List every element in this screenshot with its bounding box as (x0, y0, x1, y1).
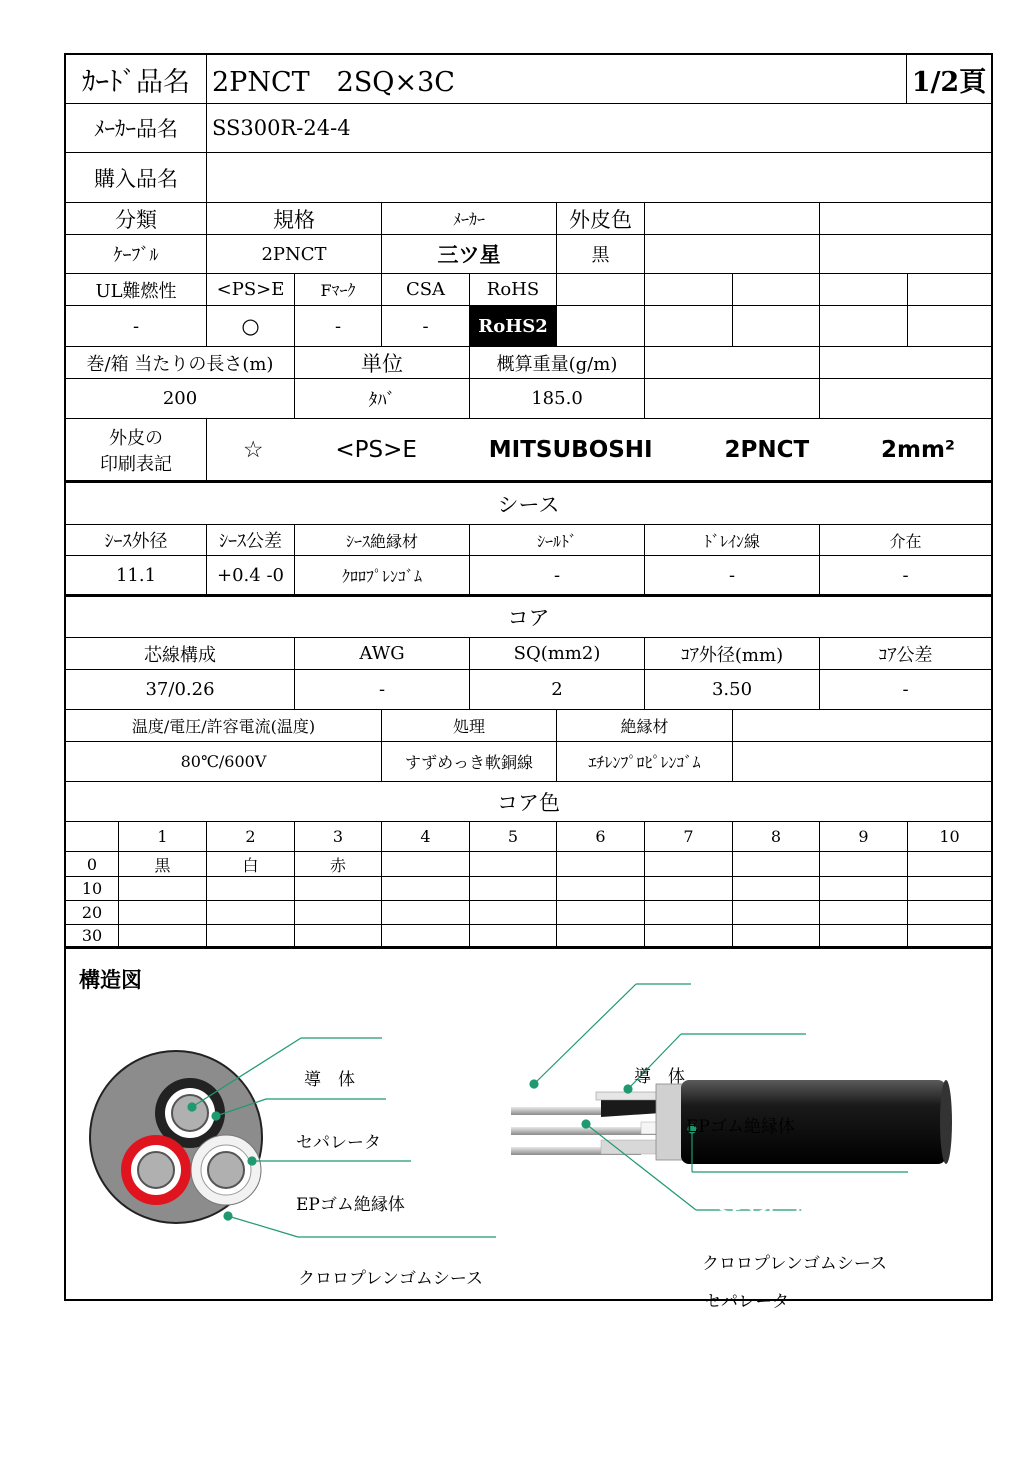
spec-blank-4 (820, 235, 991, 274)
cert-blank-3 (733, 274, 820, 306)
cert-blank-6 (557, 306, 645, 347)
fmark-value: - (295, 306, 382, 347)
filler-value: - (820, 556, 991, 597)
color-cell (557, 852, 645, 877)
color-column-header: 1 (119, 822, 207, 852)
cross-separator-label: セパレータ (296, 1133, 381, 1153)
cert-blank-8 (733, 306, 820, 347)
color-row-label: 20 (66, 901, 119, 925)
color-cell (820, 877, 908, 901)
treatment-value: すずめっき軟銅線 (382, 742, 557, 782)
jacket-color-label: 外皮色 (557, 203, 645, 235)
color-cell: 黒 (119, 852, 207, 877)
color-cell (733, 877, 820, 901)
color-cell (557, 925, 645, 949)
csa-value: - (382, 306, 470, 347)
color-cell (470, 925, 557, 949)
color-cell (382, 901, 470, 925)
purchase-name-value (207, 153, 991, 203)
color-cell (733, 901, 820, 925)
color-column-header: 9 (820, 822, 908, 852)
color-row-label: 0 (66, 852, 119, 877)
color-cell (820, 852, 908, 877)
printing-type: 2PNCT (724, 436, 810, 463)
maker-label: ﾒｰｶｰ (382, 203, 557, 235)
core-section-title: コア (66, 597, 991, 638)
color-column-header: 5 (470, 822, 557, 852)
color-cell (470, 852, 557, 877)
core-blank-2 (733, 742, 991, 782)
standard-value: 2PNCT (207, 235, 382, 274)
color-cell (207, 901, 295, 925)
color-cell (645, 852, 733, 877)
structure-diagram (66, 952, 991, 1312)
color-cell (908, 901, 991, 925)
color-cell: 白 (207, 852, 295, 877)
sheath-tol-label: ｼｰｽ公差 (207, 525, 295, 556)
side-separator-label: セパレータ (704, 1292, 789, 1312)
core-color-title: コア色 (66, 782, 991, 822)
printing-marking (207, 419, 991, 483)
cross-insulation-label: EPゴム絶縁体 (296, 1195, 405, 1215)
diagram-drawing (66, 952, 991, 1300)
pse-label: <PS>E (207, 274, 295, 306)
color-grid-corner (66, 822, 119, 852)
color-cell (820, 901, 908, 925)
weight-label: 概算重量(g/m) (470, 347, 645, 379)
insulation-label: 絶縁材 (557, 710, 733, 742)
fmark-label: Fﾏｰｸ (295, 274, 382, 306)
cross-sheath-label: クロロプレンゴムシース (298, 1269, 484, 1289)
color-cell (470, 877, 557, 901)
card-name-label: ｶｰﾄﾞ品名 (66, 55, 207, 104)
insulation-value: ｴﾁﾚﾝﾌﾟﾛﾋﾟﾚﾝｺﾞﾑ (557, 742, 733, 782)
color-column-header: 2 (207, 822, 295, 852)
jacket-color-value: 黒 (557, 235, 645, 274)
color-cell (382, 925, 470, 949)
filler-label: 介在 (820, 525, 991, 556)
color-column-header: 6 (557, 822, 645, 852)
color-cell (733, 925, 820, 949)
color-column-header: 10 (908, 822, 991, 852)
sheath-od-label: ｼｰｽ外径 (66, 525, 207, 556)
color-cell (557, 877, 645, 901)
color-cell (119, 901, 207, 925)
awg-label: AWG (295, 638, 470, 670)
sheath-material-label: ｼｰｽ絶縁材 (295, 525, 470, 556)
color-cell (645, 901, 733, 925)
sq-value: 2 (470, 670, 645, 710)
spec-blank-2 (820, 203, 991, 235)
ul-label: UL難燃性 (66, 274, 207, 306)
color-row-label: 30 (66, 925, 119, 949)
color-cell (733, 852, 820, 877)
card-name-value: 2PNCT 2SQ×3C (207, 55, 907, 104)
color-cell (645, 925, 733, 949)
maker-value: 三ツ星 (382, 235, 557, 274)
spec-blank-3 (645, 235, 820, 274)
pse-value: ○ (207, 306, 295, 347)
side-conductor-label: 導 体 (634, 1067, 685, 1087)
color-column-header: 4 (382, 822, 470, 852)
color-cell (470, 901, 557, 925)
side-sheath-label: クロロプレンゴムシース (702, 1254, 888, 1274)
color-cell (295, 901, 382, 925)
ul-value: - (66, 306, 207, 347)
star-mark-icon: ☆ (242, 436, 264, 463)
maker-part-value: SS300R-24-4 (207, 104, 991, 153)
maker-part-label: ﾒｰｶｰ品名 (66, 104, 207, 153)
color-cell (820, 925, 908, 949)
core-od-value: 3.50 (645, 670, 820, 710)
shield-label: ｼｰﾙﾄﾞ (470, 525, 645, 556)
standard-label: 規格 (207, 203, 382, 235)
shield-value: - (470, 556, 645, 597)
printing-size: 2mm² (881, 436, 956, 463)
cable-print-text: <PS>E MITSUBOSHI (718, 1199, 909, 1218)
unit-label: 単位 (295, 347, 470, 379)
core-tol-value: - (820, 670, 991, 710)
core-tol-label: ｺｱ公差 (820, 638, 991, 670)
cert-blank-9 (820, 306, 908, 347)
spec-blank-1 (645, 203, 820, 235)
weight-value: 185.0 (470, 379, 645, 419)
page-number: 1/2頁 (907, 55, 991, 104)
cert-blank-2 (645, 274, 733, 306)
printing-maker: MITSUBOSHI (488, 436, 653, 463)
sheath-tol-value: +0.4 -0 (207, 556, 295, 597)
color-cell (119, 877, 207, 901)
color-cell (908, 877, 991, 901)
cross-conductor-label: 導 体 (304, 1070, 355, 1090)
cert-blank-4 (820, 274, 908, 306)
pack-blank-3 (645, 379, 820, 419)
color-cell: 赤 (295, 852, 382, 877)
category-label: 分類 (66, 203, 207, 235)
drain-label: ﾄﾞﾚｲﾝ線 (645, 525, 820, 556)
sq-label: SQ(mm2) (470, 638, 645, 670)
color-cell (119, 925, 207, 949)
color-column-header: 7 (645, 822, 733, 852)
printing-pse: <PS>E (335, 436, 417, 463)
strand-label: 芯線構成 (66, 638, 295, 670)
sheath-od-value: 11.1 (66, 556, 207, 597)
color-cell (295, 877, 382, 901)
pack-blank-2 (820, 347, 991, 379)
length-label: 巻/箱 当たりの長さ(m) (66, 347, 295, 379)
side-insulation-label: EPゴム絶縁体 (686, 1117, 795, 1137)
printing-label-line2: 印刷表記 (100, 453, 172, 475)
color-cell (557, 901, 645, 925)
color-column-header: 3 (295, 822, 382, 852)
color-cell (382, 852, 470, 877)
rating-value: 80℃/600V (66, 742, 382, 782)
color-cell (207, 925, 295, 949)
sheath-material-value: ｸﾛﾛﾌﾟﾚﾝｺﾞﾑ (295, 556, 470, 597)
cert-blank-5 (908, 274, 991, 306)
spec-card (64, 53, 993, 1312)
cert-blank-1 (557, 274, 645, 306)
printing-label (66, 419, 207, 483)
cert-blank-10 (908, 306, 991, 347)
pack-blank-1 (645, 347, 820, 379)
rohs-label: RoHS (470, 274, 557, 306)
csa-label: CSA (382, 274, 470, 306)
drain-value: - (645, 556, 820, 597)
awg-value: - (295, 670, 470, 710)
strand-value: 37/0.26 (66, 670, 295, 710)
printing-label-line1: 外皮の (109, 427, 163, 449)
cert-blank-7 (645, 306, 733, 347)
length-value: 200 (66, 379, 295, 419)
color-cell (207, 877, 295, 901)
color-cell (295, 925, 382, 949)
color-cell (908, 925, 991, 949)
sheath-section-title: シース (66, 483, 991, 525)
rohs-value: RoHS2 (470, 306, 557, 347)
pack-blank-4 (820, 379, 991, 419)
diagram-title: 構造図 (79, 968, 142, 992)
unit-value: ﾀﾊﾞ (295, 379, 470, 419)
core-blank-1 (733, 710, 991, 742)
treatment-label: 処理 (382, 710, 557, 742)
color-cell (908, 852, 991, 877)
core-od-label: ｺｱ外径(mm) (645, 638, 820, 670)
purchase-name-label: 購入品名 (66, 153, 207, 203)
color-cell (382, 877, 470, 901)
rating-label: 温度/電圧/許容電流(温度) (66, 710, 382, 742)
cross-section-icon (90, 1051, 262, 1223)
category-value: ｹｰﾌﾞﾙ (66, 235, 207, 274)
color-row-label: 10 (66, 877, 119, 901)
color-cell (645, 877, 733, 901)
color-column-header: 8 (733, 822, 820, 852)
